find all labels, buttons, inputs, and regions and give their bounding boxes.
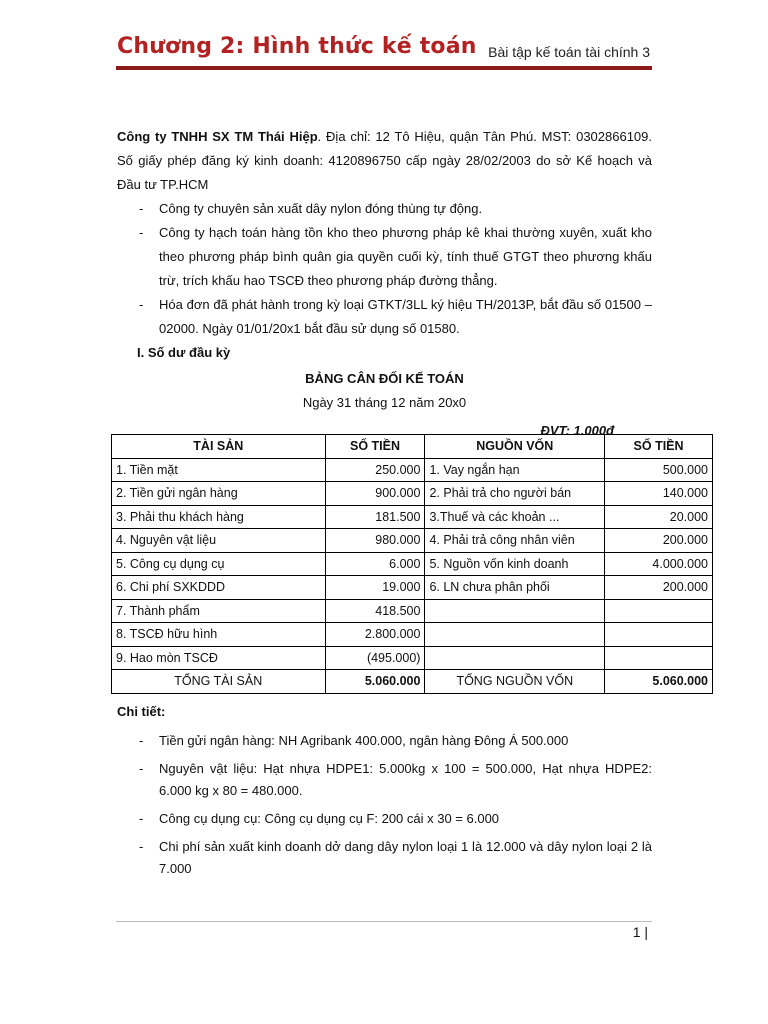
asset-amount-cell: 980.000 [325, 529, 425, 553]
source-amount-cell: 4.000.000 [605, 552, 713, 576]
company-intro [117, 125, 652, 197]
source-cell: 2. Phải trả cho người bán [425, 482, 605, 506]
header-amount: SỐ TIỀN [325, 435, 425, 459]
asset-cell: 3. Phải thu khách hàng [112, 505, 326, 529]
document-subject: Bài tập kế toán tài chính 3 [488, 44, 650, 60]
table-title: BẢNG CÂN ĐỐI KẾ TOÁN [305, 371, 464, 386]
list-item: - Công ty hạch toán hàng tồn kho theo phương pháp kê khai thường xuyên, xuất kho theo phương pháp bình quân gia quyền cuối kỳ, tính thuế GTGT theo phương khấu trừ, trích khấu hao TSCĐ theo phương pháp đường thẳng. [117, 221, 652, 293]
list-item: - Tiền gửi ngân hàng: NH Agribank 400.000, ngân hàng Đông Á 500.000 [117, 730, 652, 752]
asset-cell: 9. Hao mòn TSCĐ [112, 646, 326, 670]
header-divider [116, 66, 652, 70]
company-details: . Địa chỉ: 12 Tô Hiệu, quận Tân Phú. MST: 0302866109. Số giấy phép đăng ký kinh doanh: 4120896750 cấp ngày 28/02/2003 do sở Kế hoạch và Đầu tư TP.HCM [117, 129, 652, 192]
source-cell: 3.Thuế và các khoản ... [425, 505, 605, 529]
section-title: I. Số dư đầu kỳ [137, 345, 231, 360]
total-sources-label: TỔNG NGUỒN VỐN [425, 670, 605, 694]
source-amount-cell [605, 623, 713, 647]
source-cell [425, 599, 605, 623]
asset-amount-cell: 2.800.000 [325, 623, 425, 647]
source-amount-cell [605, 599, 713, 623]
company-name: Công ty TNHH SX TM Thái Hiệp [117, 129, 318, 144]
list-item: - Công cụ dụng cụ: Công cụ dụng cụ F: 200 cái x 30 = 6.000 [117, 808, 652, 830]
list-item: - Hóa đơn đã phát hành trong kỳ loại GTKT/3LL ký hiệu TH/2013P, bắt đầu số 01500 – 02000. Ngày 01/01/20x1 bắt đầu sử dụng số 01580. [117, 293, 652, 341]
list-item: - Chi phí sản xuất kinh doanh dở dang dây nylon loại 1 là 12.000 và dây nylon loại 2 là 7.000 [117, 836, 652, 880]
asset-cell: 8. TSCĐ hữu hình [112, 623, 326, 647]
asset-cell: 4. Nguyên vật liệu [112, 529, 326, 553]
source-amount-cell [605, 646, 713, 670]
asset-amount-cell: 6.000 [325, 552, 425, 576]
source-amount-cell: 140.000 [605, 482, 713, 506]
total-row [112, 670, 713, 694]
chapter-title: Chương 2: Hình thức kế toán [117, 34, 477, 59]
total-assets-value: 5.060.000 [325, 670, 425, 694]
list-item: - Nguyên vật liệu: Hạt nhựa HDPE1: 5.000kg x 100 = 500.000, Hạt nhựa HDPE2: 6.000 kg x 80 = 480.000. [117, 758, 652, 802]
table-row [112, 529, 713, 553]
header-amount: SỐ TIỀN [605, 435, 713, 459]
asset-cell: 2. Tiền gửi ngân hàng [112, 482, 326, 506]
asset-cell: 6. Chi phí SXKDDD [112, 576, 326, 600]
asset-amount-cell: 19.000 [325, 576, 425, 600]
source-cell [425, 623, 605, 647]
source-cell: 4. Phải trả công nhân viên [425, 529, 605, 553]
table-row [112, 482, 713, 506]
asset-amount-cell: (495.000) [325, 646, 425, 670]
source-cell: 5. Nguồn vốn kinh doanh [425, 552, 605, 576]
unit-label: ĐVT: 1.000đ [540, 423, 614, 438]
asset-cell: 1. Tiền mặt [112, 458, 326, 482]
table-row [112, 458, 713, 482]
page-number: 1 | [632, 924, 648, 940]
source-amount-cell: 200.000 [605, 576, 713, 600]
balance-sheet-table [111, 434, 713, 694]
intro-list [117, 197, 652, 341]
list-item: - Công ty chuyên sản xuất dây nylon đóng thùng tự động. [117, 197, 652, 221]
table-row [112, 505, 713, 529]
table-row [112, 576, 713, 600]
details-section [117, 700, 652, 880]
main-content [117, 125, 652, 443]
details-title: Chi tiết: [117, 704, 166, 719]
table-date: Ngày 31 tháng 12 năm 20x0 [302, 395, 467, 410]
asset-amount-cell: 900.000 [325, 482, 425, 506]
table-row [112, 599, 713, 623]
table-header-row [112, 435, 713, 459]
table-row [112, 552, 713, 576]
source-cell: 1. Vay ngắn hạn [425, 458, 605, 482]
total-sources-value: 5.060.000 [605, 670, 713, 694]
source-cell [425, 646, 605, 670]
header-sources: NGUỒN VỐN [425, 435, 605, 459]
source-cell: 6. LN chưa phân phối [425, 576, 605, 600]
source-amount-cell: 200.000 [605, 529, 713, 553]
asset-amount-cell: 250.000 [325, 458, 425, 482]
table-row [112, 623, 713, 647]
asset-cell: 5. Công cụ dụng cụ [112, 552, 326, 576]
source-amount-cell: 500.000 [605, 458, 713, 482]
table-row [112, 646, 713, 670]
header-assets: TÀI SẢN [112, 435, 326, 459]
details-list [117, 730, 652, 880]
asset-amount-cell: 181.500 [325, 505, 425, 529]
asset-amount-cell: 418.500 [325, 599, 425, 623]
footer-divider [116, 921, 652, 922]
total-assets-label: TỔNG TÀI SẢN [112, 670, 326, 694]
asset-cell: 7. Thành phẩm [112, 599, 326, 623]
source-amount-cell: 20.000 [605, 505, 713, 529]
